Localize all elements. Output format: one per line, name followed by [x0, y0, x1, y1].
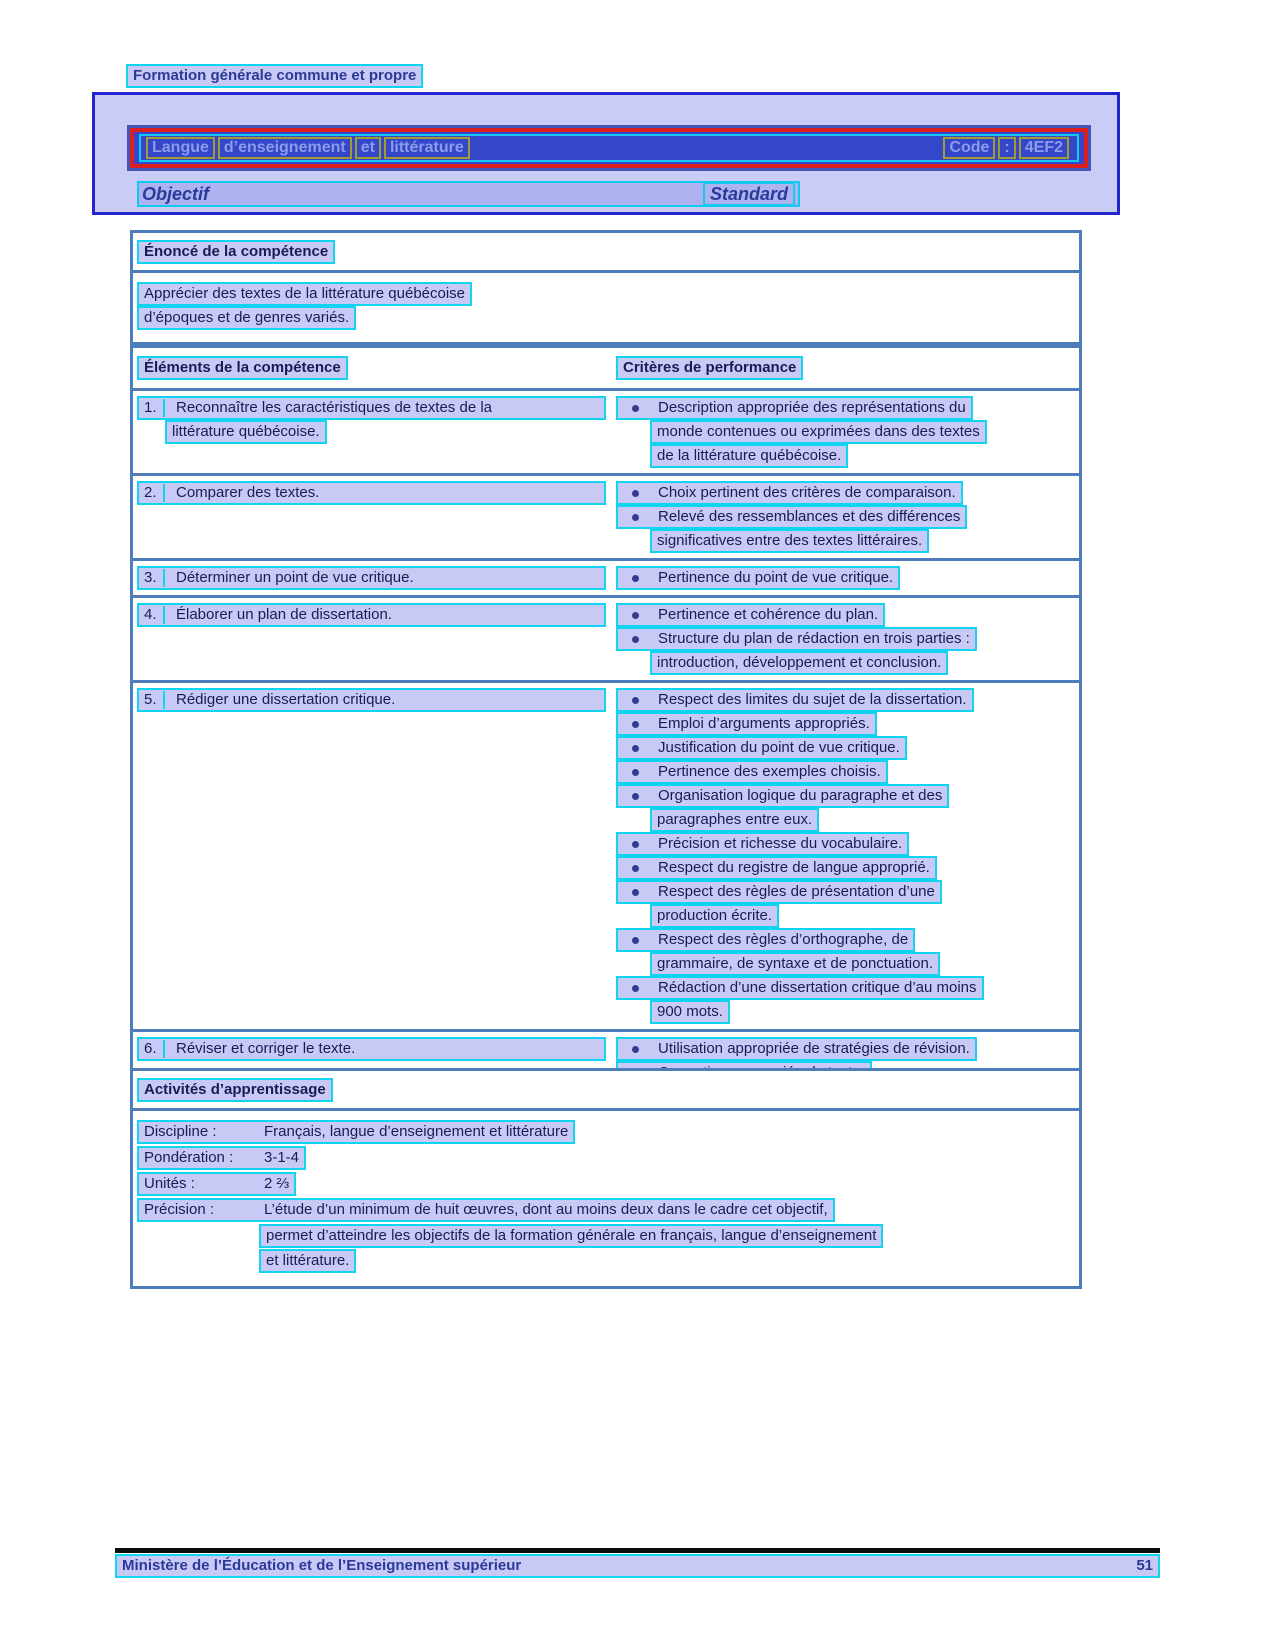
element-text: Élaborer un plan de dissertation.	[176, 606, 392, 623]
bullet-icon	[632, 841, 639, 848]
criterion-text: Relevé des ressemblances et des différences	[658, 508, 961, 525]
item-number: 3.	[144, 569, 165, 587]
criterion-text: Justification du point de vue critique.	[658, 739, 900, 756]
criterion-text: Structure du plan de rédaction en trois parties :	[658, 630, 970, 647]
field-value-precision: permet d’atteindre les objectifs de la formation générale en français, langue d’enseignement	[259, 1224, 883, 1248]
column-header-criteres: Critères de performance	[616, 356, 803, 380]
element-text: Reconnaître les caractéristiques de textes de la	[176, 399, 493, 416]
table-row	[133, 558, 1079, 595]
bullet-icon	[632, 575, 639, 582]
title-line	[139, 134, 1079, 162]
footer-rule	[115, 1548, 1160, 1553]
criterion-text: Organisation logique du paragraphe et des	[658, 787, 943, 804]
criterion-text: production écrite.	[650, 904, 779, 928]
item-number: 1.	[144, 399, 165, 417]
criterion-text: Respect du registre de langue approprié.	[658, 859, 930, 876]
criterion-text: Précision et richesse du vocabulaire.	[658, 835, 903, 852]
criterion-text: Emploi d’arguments appropriés.	[658, 715, 870, 732]
table-row	[133, 680, 1079, 1029]
element-text: Rédiger une dissertation critique.	[176, 691, 396, 708]
footer-band	[115, 1554, 1160, 1578]
activites-section	[130, 1068, 1082, 1289]
title-word: Langue	[146, 137, 215, 159]
element-text: Réviser et corriger le texte.	[176, 1040, 356, 1057]
field-label-ponderation: Pondération :	[144, 1149, 234, 1166]
bullet-icon	[632, 1046, 639, 1053]
criterion-text: introduction, développement et conclusion.	[650, 651, 948, 675]
criterion-text: Pertinence des exemples choisis.	[658, 763, 881, 780]
criterion-text: paragraphes entre eux.	[650, 808, 819, 832]
element-text: littérature québécoise.	[165, 420, 327, 444]
criterion-text: grammaire, de syntaxe et de ponctuation.	[650, 952, 940, 976]
competence-table	[130, 345, 1082, 1093]
title-bar-red-frame	[130, 128, 1088, 168]
code-label: Code	[943, 137, 995, 159]
bullet-icon	[632, 769, 639, 776]
item-number: 2.	[144, 484, 165, 502]
bullet-icon	[632, 612, 639, 619]
field-value-ponderation: 3-1-4	[264, 1149, 300, 1166]
bullet-icon	[632, 793, 639, 800]
page-heading: Formation générale commune et propre	[126, 64, 423, 88]
criterion-text: Choix pertinent des critères de comparaison.	[658, 484, 956, 501]
column-header-elements: Éléments de la compétence	[137, 356, 348, 380]
field-label-precision: Précision :	[144, 1201, 215, 1218]
enonce-title: Énoncé de la compétence	[137, 240, 335, 264]
title-word: littérature	[384, 137, 470, 159]
code-colon: :	[998, 137, 1015, 159]
criterion-text: monde contenues ou exprimées dans des textes	[650, 420, 987, 444]
objectif-standard-row	[137, 181, 800, 207]
course-code	[943, 137, 1072, 159]
title-word: d’enseignement	[218, 137, 352, 159]
criterion-text: Pertinence et cohérence du plan.	[658, 606, 879, 623]
criterion-text: de la littérature québécoise.	[650, 444, 848, 468]
element-text: Déterminer un point de vue critique.	[176, 569, 414, 586]
table-row	[133, 595, 1079, 680]
bullet-icon	[632, 697, 639, 704]
item-number: 5.	[144, 691, 165, 709]
field-value-precision: L’étude d’un minimum de huit œuvres, dont au moins deux dans le cadre cet objectif,	[264, 1201, 828, 1218]
bullet-icon	[632, 636, 639, 643]
table-header-row	[133, 348, 1079, 388]
element-text: Comparer des textes.	[176, 484, 320, 501]
field-label-discipline: Discipline :	[144, 1123, 217, 1140]
criterion-text: Description appropriée des représentations du	[658, 399, 966, 416]
table-row	[133, 388, 1079, 473]
item-number: 6.	[144, 1040, 165, 1058]
criterion-text: Respect des limites du sujet de la dissertation.	[658, 691, 967, 708]
standard-label: Standard	[703, 182, 795, 206]
bullet-icon	[632, 721, 639, 728]
field-value-unites: 2 ⅔	[264, 1175, 290, 1192]
criterion-text: Rédaction d’une dissertation critique d’au moins	[658, 979, 977, 996]
criterion-text: Pertinence du point de vue critique.	[658, 569, 894, 586]
bullet-icon	[632, 490, 639, 497]
enonce-line: Apprécier des textes de la littérature québécoise	[137, 282, 472, 306]
enonce-section	[130, 230, 1082, 345]
title-word: et	[355, 137, 381, 159]
criterion-text: Utilisation appropriée de stratégies de révision.	[658, 1040, 970, 1057]
criterion-text: Respect des règles d’orthographe, de	[658, 931, 909, 948]
field-value-discipline: Français, langue d’enseignement et littérature	[264, 1123, 569, 1140]
table-row	[133, 473, 1079, 558]
field-value-precision: et littérature.	[259, 1249, 356, 1273]
criterion-text: 900 mots.	[650, 1000, 730, 1024]
bullet-icon	[632, 985, 639, 992]
enonce-line: d’époques et de genres variés.	[137, 306, 356, 330]
bullet-icon	[632, 745, 639, 752]
item-number: 4.	[144, 606, 165, 624]
field-label-unites: Unités :	[144, 1175, 195, 1192]
footer-text: Ministère de l’Éducation et de l’Enseignement supérieur	[122, 1557, 522, 1574]
header-panel	[92, 92, 1120, 215]
bullet-icon	[632, 514, 639, 521]
criterion-text: Respect des règles de présentation d’une	[658, 883, 935, 900]
code-value: 4EF2	[1019, 137, 1069, 159]
page-number: 51	[1136, 1557, 1153, 1574]
bullet-icon	[632, 865, 639, 872]
bullet-icon	[632, 405, 639, 412]
objectif-label: Objectif	[142, 183, 210, 204]
course-title-bar	[127, 125, 1091, 171]
bullet-icon	[632, 937, 639, 944]
activites-title: Activités d’apprentissage	[137, 1078, 333, 1102]
footer	[115, 1548, 1160, 1578]
bullet-icon	[632, 889, 639, 896]
criterion-text: significatives entre des textes littéraires.	[650, 529, 929, 553]
